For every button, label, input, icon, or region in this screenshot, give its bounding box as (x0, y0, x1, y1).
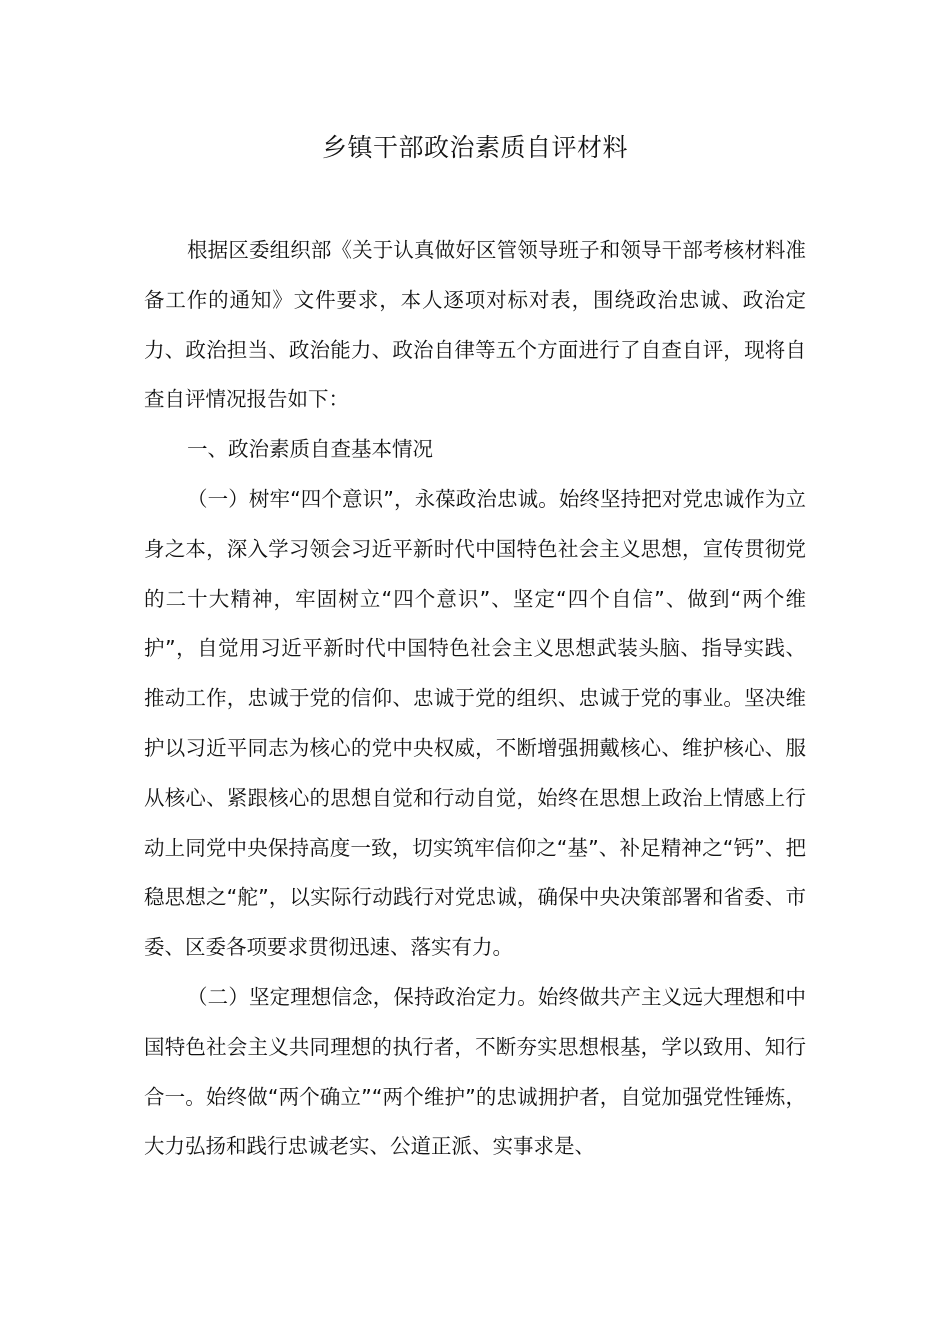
document-title: 乡镇干部政治素质自评材料 (321, 133, 628, 162)
paragraph-political-loyalty: （一）树牢“四个意识”，永葆政治忠诚。始终坚持把对党忠诚作为立身之本，深入学习领会习近平新时代中国特色社会主义思想，宣传贯彻党的二十大精神，牢固树立“四个意识”、坚定“四个自信”、做到“两个维护”，自觉用习近平新时代中国特色社会主义思想武装头脑、指导实践、推动工作，忠诚于党的信仰、忠诚于党的组织、忠诚于党的事业。坚决维护以习近平同志为核心的党中央权威，不断增强拥戴核心、维护核心、服从核心、紧跟核心的思想自觉和行动自觉，始终在思想上政治上情感上行动上同党中央保持高度一致，切实筑牢信仰之“基”、补足精神之“钙”、把稳思想之“舵”，以实际行动践行对党忠诚，确保中央决策部署和省委、市委、区委各项要求贯彻迅速、落实有力。 (144, 486, 806, 960)
document-body (144, 226, 806, 1172)
section-heading-1: 一、政治素质自查基本情况 (187, 437, 434, 462)
paragraph-political-resolve: （二）坚定理想信念，保持政治定力。始终做共产主义远大理想和中国特色社会主义共同理想的执行者，不断夯实思想根基，学以致用、知行合一。始终做“两个确立”“两个维护”的忠诚拥护者，自觉加强党性锤炼，大力弘扬和践行忠诚老实、公道正派、实事求是、 (144, 984, 806, 1159)
paragraph-intro: 根据区委组织部《关于认真做好区管领导班子和领导干部考核材料准备工作的通知》文件要求，本人逐项对标对表，围绕政治忠诚、政治定力、政治担当、政治能力、政治自律等五个方面进行了自查自评，现将自查自评情况报告如下： (144, 238, 806, 412)
